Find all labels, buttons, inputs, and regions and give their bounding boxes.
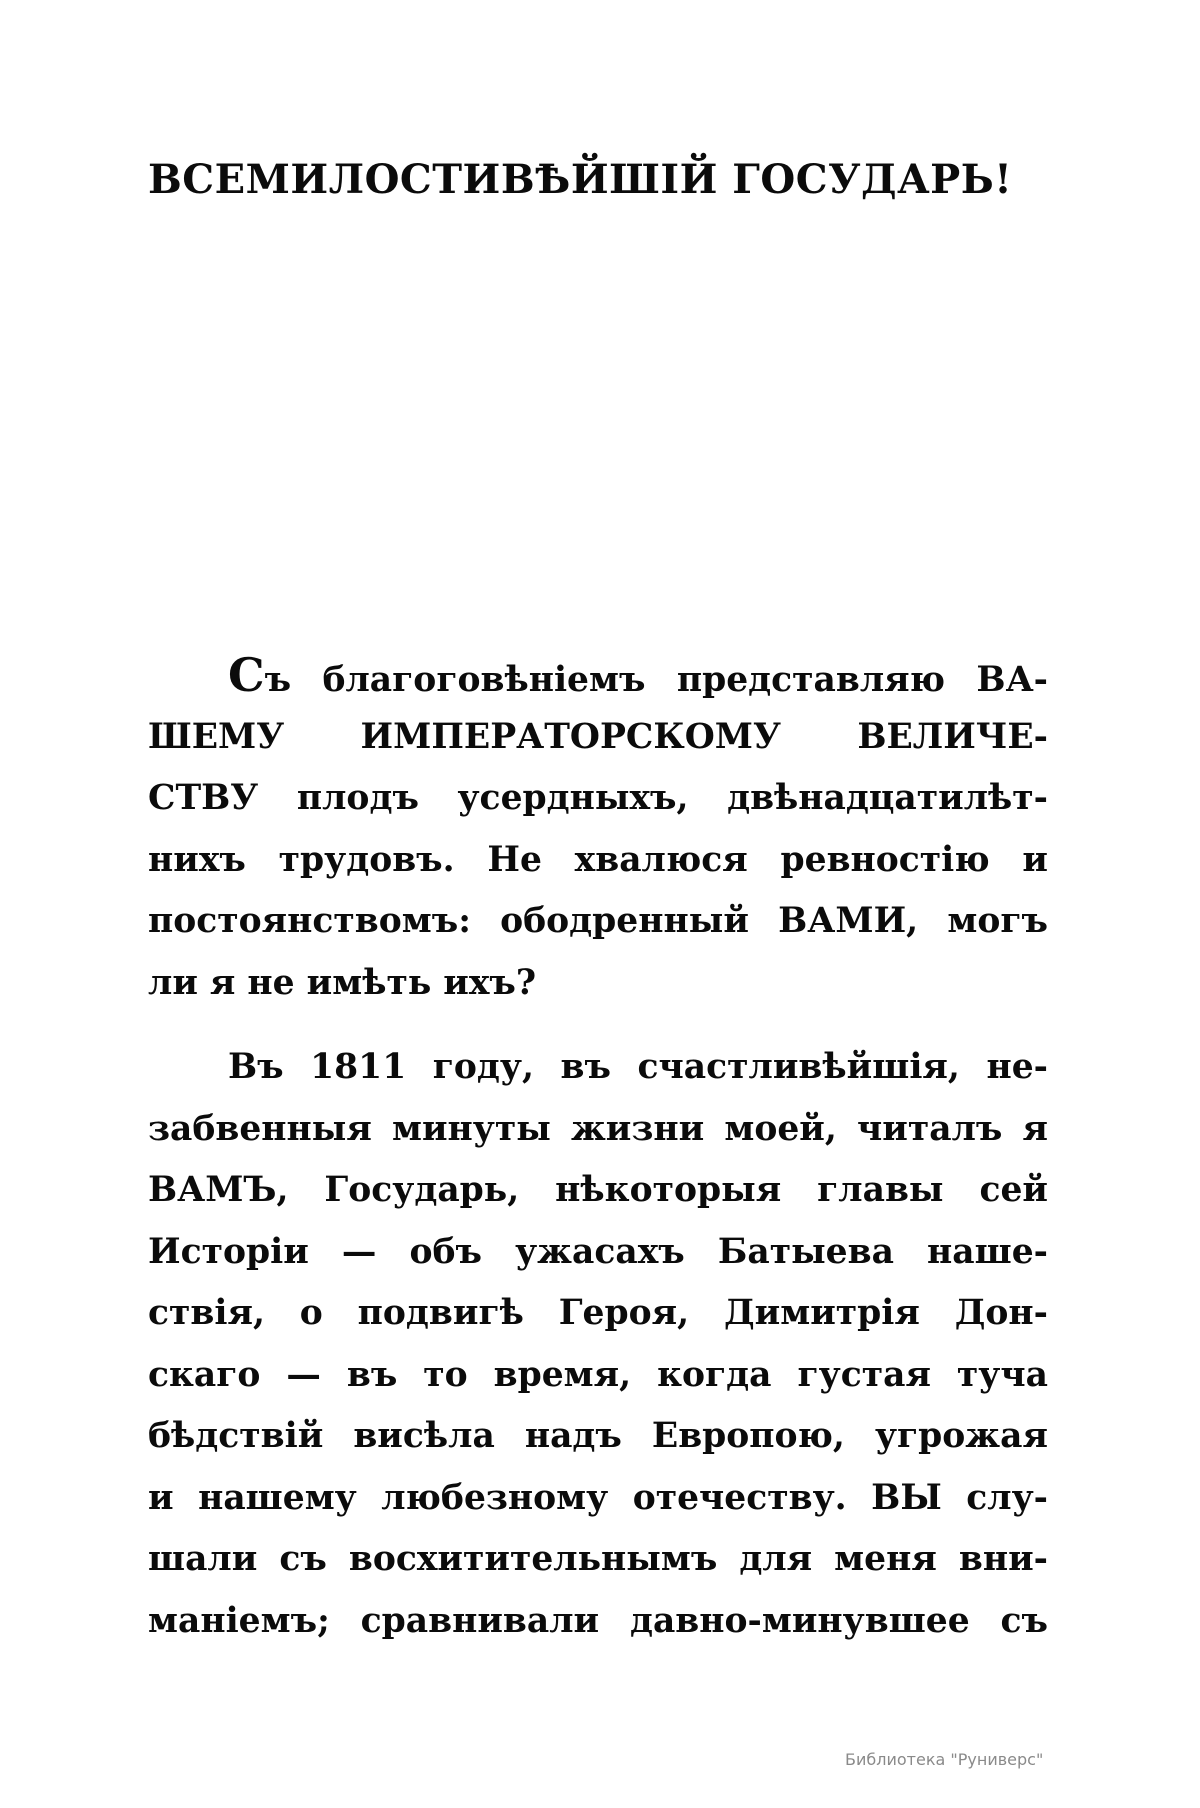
text-line: маніемъ; сравнивали давно-минувшее съ: [148, 1600, 1048, 1641]
drop-capital: С: [228, 648, 265, 702]
text-line: и нашему любезному отечеству. ВЫ слу-: [148, 1477, 1048, 1518]
text-line: шали съ восхитительнымъ для меня вни-: [148, 1539, 1048, 1579]
paragraph-2: [148, 1037, 1048, 1652]
paragraph-1: [148, 645, 1048, 1014]
text-line: ВАМЪ, Государь, нѣкоторыя главы сей: [148, 1170, 1048, 1210]
text-line: бѣдствій висѣла надъ Европою, угрожая: [148, 1416, 1048, 1456]
text-line: ствія, о подвигѣ Героя, Димитрія Дон-: [148, 1293, 1048, 1333]
text-line: Въ 1811 году, въ счастливѣйшія, не-: [228, 1047, 1048, 1087]
text-line: постоянствомъ: ободренный ВАМИ, могъ: [148, 901, 1048, 941]
library-watermark: Библиотека "Руниверс": [845, 1750, 1044, 1769]
text-line: СТВУ плодъ усердныхъ, двѣнадцатилѣт-: [148, 778, 1048, 818]
text-line: нихъ трудовъ. Не хвалюся ревностію и: [148, 839, 1048, 880]
text-line: Исторіи — объ ужасахъ Батыева наше-: [148, 1231, 1048, 1272]
text-line: ШЕМУ ИМПЕРАТОРСКОМУ ВЕЛИЧЕ-: [148, 716, 1048, 757]
text-line: скаго — въ то время, когда густая туча: [148, 1354, 1048, 1395]
text-line: Съ благоговѣніемъ представляю ВА-: [228, 648, 1048, 702]
text-line: забвенныя минуты жизни моей, читалъ я: [148, 1108, 1048, 1149]
text-line: ли я не имѣть ихъ?: [148, 962, 537, 1003]
dedication-heading: ВСЕМИЛОСТИВѢЙШІЙ ГОСУДАРЬ!: [148, 156, 1013, 203]
